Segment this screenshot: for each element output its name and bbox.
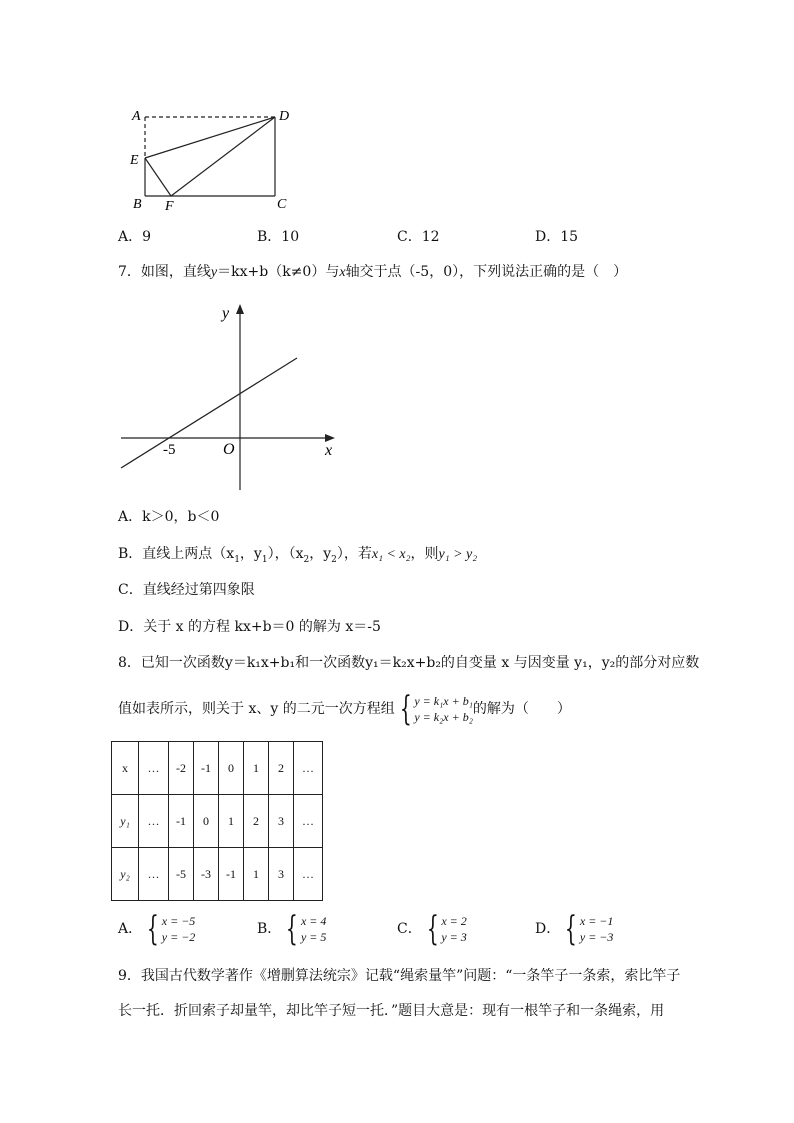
label-c: C: [277, 197, 287, 212]
y-axis-arrow-icon: [236, 304, 244, 314]
q8-option-c[interactable]: C． { x = 2 y = 3: [397, 909, 467, 949]
brace-icon: {: [286, 909, 299, 949]
q8-stem-line1: 8．已知一次函数y＝k₁x+b₁和一次函数y₁＝k₂x+b₂的自变量 x 与因变量 y₁，y₂的部分对应数: [118, 655, 700, 671]
x-axis-arrow-icon: [325, 434, 335, 442]
table-row-x: x … -2 -1 0 1 2 …: [112, 742, 323, 795]
label-a: A: [132, 109, 141, 124]
label-d: D: [279, 109, 290, 124]
segment-ed: [145, 117, 275, 158]
q6-option-c[interactable]: C．12: [397, 229, 440, 245]
q7-option-b[interactable]: B．直线上两点（$x_1$，$y_1$），（$x_2$，$y_2$），若x₁ < x₂，则y₁ > y₂: [118, 546, 478, 565]
q7-option-d[interactable]: D．关于 x 的方程 kx+b＝0 的解为 x＝-5: [118, 619, 381, 635]
q8-option-d[interactable]: D． { x = −1 y = −3: [535, 909, 614, 949]
q9-stem-line2: 长一托．折回索子却量竿，却比竿子短一托．”题目大意是：现有一根竿子和一条绳索，用: [118, 1003, 665, 1019]
q6-option-b[interactable]: B．10: [257, 229, 300, 245]
origin-label: O: [223, 441, 235, 458]
q7-line-graph: [115, 300, 350, 495]
x-axis-label: x: [325, 442, 333, 459]
q6-option-d[interactable]: D．15: [535, 229, 579, 245]
function-line: [121, 358, 297, 468]
q8-option-b[interactable]: B． { x = 4 y = 5: [257, 909, 327, 949]
brace-icon: {: [426, 909, 439, 949]
brace-icon: {: [565, 909, 578, 949]
brace-icon: {: [399, 689, 412, 729]
q8-stem-line2: 值如表所示，则关于 x、y 的二元一次方程组 { y = k₁x + b₁ y = k₂x + b₂ 的解为（ ）: [118, 689, 571, 729]
q9-stem-line1: 9．我国古代数学著作《增删算法统宗》记载“绳索量竿”问题：“一条竿子一条索，索比竿子: [118, 968, 681, 984]
q7-stem: 7．如图，直线y＝kx+b（k≠0）与x轴交于点（-5，0），下列说法正确的是（ ）: [118, 264, 628, 280]
q7-option-a[interactable]: A．k＞0，b＜0: [118, 509, 220, 525]
brace-icon: {: [146, 909, 159, 949]
table-row-y1: y₁ … -1 0 1 2 3 …: [112, 795, 323, 848]
q8-value-table: [111, 741, 323, 901]
q6-option-a[interactable]: A．9: [118, 229, 152, 245]
label-b: B: [133, 197, 142, 212]
label-f: F: [165, 199, 174, 214]
q8-option-a[interactable]: A． { x = −5 y = −2: [118, 909, 196, 949]
label-e: E: [130, 153, 139, 168]
x-intercept-label: -5: [163, 442, 176, 458]
segment-ef: [145, 158, 171, 196]
equation-system: { y = k₁x + b₁ y = k₂x + b₂: [399, 689, 473, 729]
table-row-y2: y₂ … -5 -3 -1 1 3 …: [112, 848, 323, 901]
q7-option-c[interactable]: C．直线经过第四象限: [118, 582, 255, 598]
segment-fd: [171, 117, 275, 196]
y-axis-label: y: [222, 305, 230, 322]
q6-rectangle-figure: [125, 100, 305, 215]
